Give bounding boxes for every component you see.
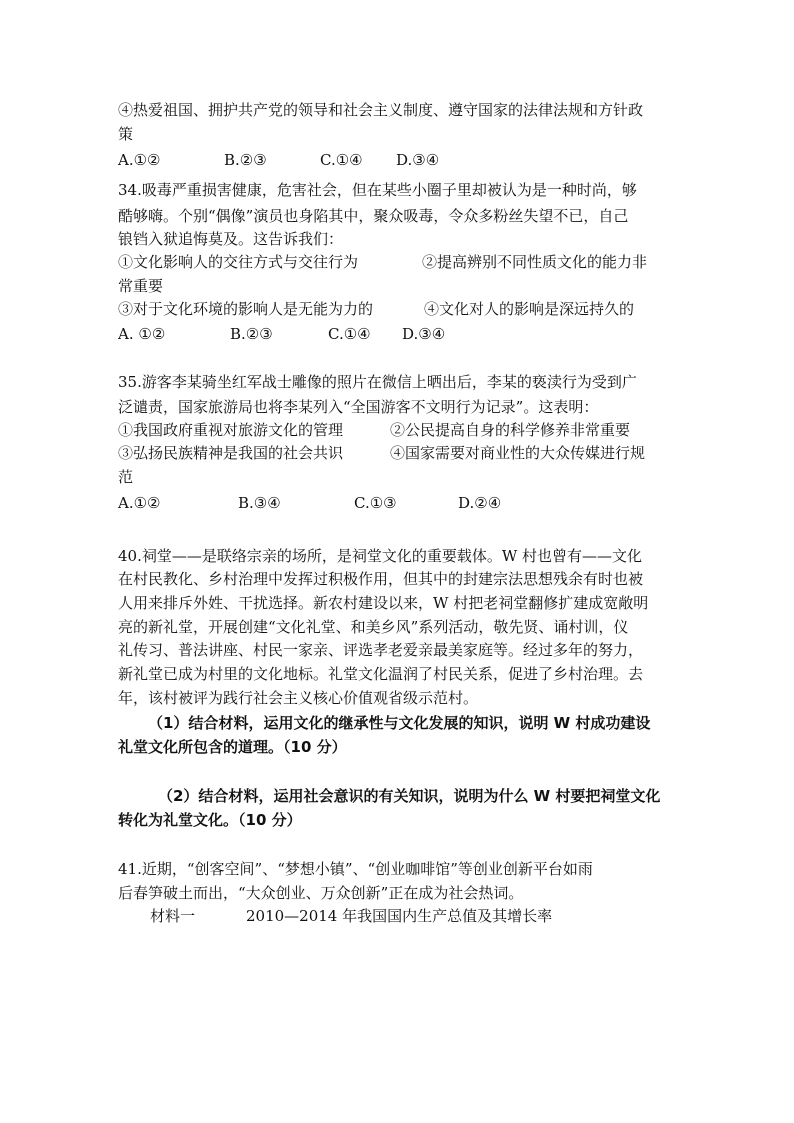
q33-option-a: A.①② bbox=[118, 151, 161, 169]
q40-line: 新礼堂已成为村里的文化地标。礼堂文化温润了村民关系，促进了乡村治理。去 bbox=[118, 665, 644, 683]
q34-item2: ②提高辨别不同性质文化的能力非 bbox=[422, 253, 648, 271]
q40-sub1-line2: 礼堂文化所包含的道理。（10 分） bbox=[118, 738, 347, 756]
q33-option-d: D.③④ bbox=[396, 151, 440, 169]
q33-option-b: B.②③ bbox=[224, 151, 267, 169]
q40-line: 人用来排斥外姓、干扰选择。新农村建设以来，W 村把老祠堂翻修扩建成宽敞明 bbox=[118, 594, 649, 612]
q40-sub2-line2: 转化为礼堂文化。（10 分） bbox=[118, 811, 302, 829]
q40-line: 在村民教化、乡村治理中发挥过积极作用，但其中的封建宗法思想残余有时也被 bbox=[118, 570, 644, 588]
q40-line: 礼传习、普法讲座、村民一家亲、评选孝老爱亲最美家庭等。经过多年的努力， bbox=[118, 641, 644, 659]
q40-line: 亮的新礼堂，开展创建“文化礼堂、和美乡风”系列活动，敬先贤、诵村训，仪 bbox=[118, 618, 629, 636]
q35-option-c: C.①③ bbox=[354, 494, 397, 512]
q34-option-a: A. ①② bbox=[118, 325, 166, 343]
q34-option-c: C.①④ bbox=[328, 325, 371, 343]
q35-item2: ②公民提高自身的科学修养非常重要 bbox=[390, 421, 631, 439]
q34-stem-line3: 锒铛入狱追悔莫及。这告诉我们： bbox=[118, 230, 344, 248]
q41-material-label: 材料一 bbox=[150, 907, 196, 925]
q33-item4-line2: 策 bbox=[118, 125, 134, 143]
q41-stem-line1: 41.近期，“创客空间”、“梦想小镇”、“创业咖啡馆”等创业创新平台如雨 bbox=[118, 860, 593, 878]
q35-item4-cont: 范 bbox=[118, 468, 134, 486]
q35-stem-line1: 35.游客李某骑坐红军战士雕像的照片在微信上晒出后，李某的亵渎行为受到广 bbox=[118, 373, 637, 391]
q34-item2-cont: 常重要 bbox=[118, 277, 164, 295]
q33-option-c: C.①④ bbox=[320, 151, 363, 169]
q40-line: 40.祠堂——是联络宗亲的场所，是祠堂文化的重要载体。W 村也曾有——文化 bbox=[118, 547, 643, 565]
q35-stem-line2: 泛谴责，国家旅游局也将李某列入“全国游客不文明行为记录”。这表明： bbox=[118, 398, 599, 416]
q35-item3: ③弘扬民族精神是我国的社会共识 bbox=[118, 444, 344, 462]
q41-stem-line2: 后春笋破土而出，“大众创业、万众创新”正在成为社会热词。 bbox=[118, 884, 524, 902]
q35-item1: ①我国政府重视对旅游文化的管理 bbox=[118, 421, 344, 439]
q34-option-b: B.②③ bbox=[230, 325, 273, 343]
q35-option-a: A.①② bbox=[118, 494, 161, 512]
q34-stem-line1: 34.吸毒严重损害健康，危害社会，但在某些小圈子里却被认为是一种时尚，够 bbox=[118, 181, 637, 199]
q35-item4: ④国家需要对商业性的大众传媒进行规 bbox=[390, 444, 646, 462]
q40-sub1-line1: （1）结合材料，运用文化的继承性与文化发展的知识，说明 W 村成功建设 bbox=[148, 714, 651, 732]
q35-option-b: B.③④ bbox=[238, 494, 281, 512]
q34-item1: ①文化影响人的交往方式与交往行为 bbox=[118, 253, 359, 271]
q33-item4-line1: ④热爱祖国、拥护共产党的领导和社会主义制度、遵守国家的法律法规和方针政 bbox=[118, 101, 644, 119]
q34-item4: ④文化对人的影响是深远持久的 bbox=[424, 300, 635, 318]
q34-option-d: D.③④ bbox=[402, 325, 446, 343]
q41-material-title: 2010—2014 年我国国内生产总值及其增长率 bbox=[246, 907, 553, 925]
q40-line: 年，该村被评为践行社会主义核心价值观省级示范村。 bbox=[118, 689, 479, 707]
q34-stem-line2: 酷够嗨。个别“偶像”演员也身陷其中，聚众吸毒，令众多粉丝失望不已，自己 bbox=[118, 207, 629, 225]
q34-item3: ③对于文化环境的影响人是无能为力的 bbox=[118, 300, 374, 318]
q35-option-d: D.②④ bbox=[458, 494, 502, 512]
q40-sub2-line1: （2）结合材料，运用社会意识的有关知识，说明为什么 W 村要把祠堂文化 bbox=[158, 787, 661, 805]
